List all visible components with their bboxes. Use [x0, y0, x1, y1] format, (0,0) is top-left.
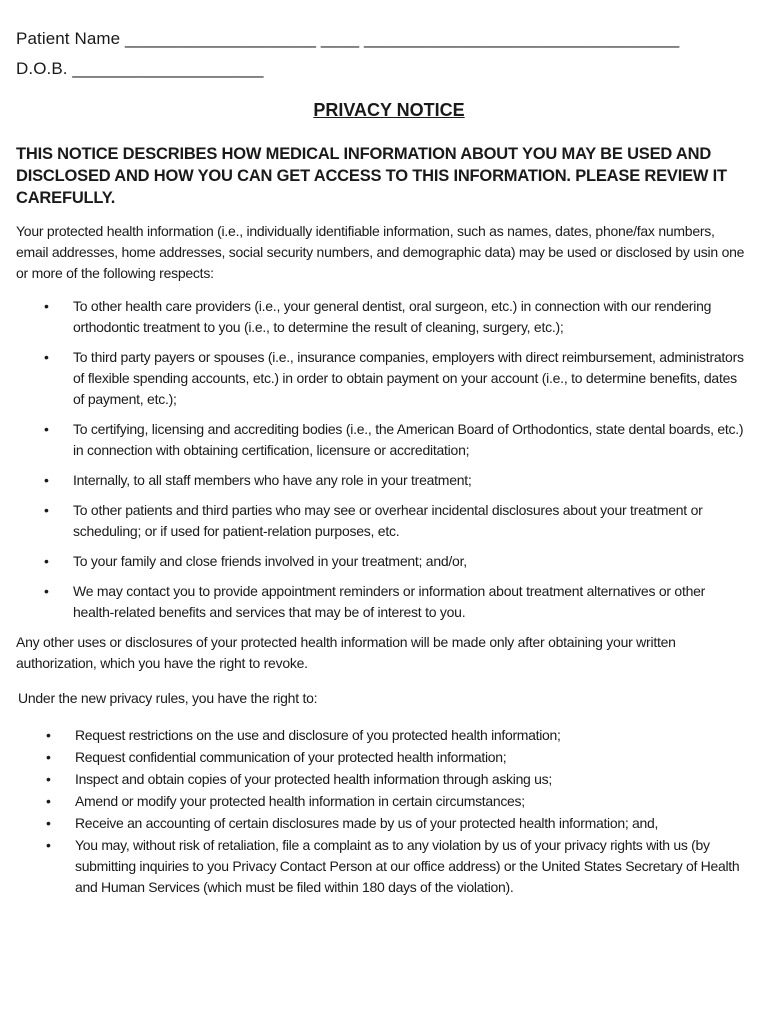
- list-item-text: Amend or modify your protected health information in certain circumstances;: [75, 793, 525, 809]
- list-item: [16, 791, 746, 812]
- rights-intro: Under the new privacy rules, you have the right to:: [18, 690, 318, 706]
- list-item-text: Receive an accounting of certain disclosures made by us of your protected health information; and,: [75, 815, 659, 831]
- list-item-text: To certifying, licensing and accrediting bodies (i.e., the American Board of Orthodontics, state dental boards, etc.) in connection with obtaining certification, licensure or accreditation;: [73, 421, 744, 458]
- list-item: [16, 347, 746, 410]
- list-item-text: Inspect and obtain copies of your protected health information through asking us;: [75, 771, 552, 787]
- disclosure-list: [16, 296, 746, 623]
- list-item-text: Request restrictions on the use and disclosure of you protected health information;: [75, 727, 561, 743]
- intro-paragraph: Your protected health information (i.e., individually identifiable information, such as names, dates, phone/fax numbers, email addresses, home addresses, social security numbers, and demographic data) may be used or disclosed by usin one or more of the following respects:: [16, 223, 745, 281]
- document-title: PRIVACY NOTICE: [313, 100, 465, 120]
- bullet-icon: •: [46, 749, 51, 765]
- bullet-icon: •: [44, 349, 49, 365]
- patient-name-line[interactable]: Patient Name ____________________ ____ _________________________________: [16, 29, 680, 48]
- list-item-text: You may, without risk of retaliation, file a complaint as to any violation by us of your privacy rights with us (by submitting inquiries to you Privacy Contact Person at our office address) or the United States Secretary of Health and Human Services (which must be filed within 180 days of the violation).: [75, 837, 740, 895]
- list-item: [16, 725, 746, 746]
- list-item-text: We may contact you to provide appointment reminders or information about treatment alternatives or other health-related benefits and services that may be of interest to you.: [73, 583, 706, 620]
- list-item: [16, 769, 746, 790]
- authorization-paragraph: Any other uses or disclosures of your protected health information will be made only after obtaining your written authorization, which you have the right to revoke.: [16, 634, 676, 671]
- bullet-icon: •: [44, 472, 49, 488]
- notice-heading: THIS NOTICE DESCRIBES HOW MEDICAL INFORMATION ABOUT YOU MAY BE USED AND DISCLOSED AND HOW YOU CAN GET ACCESS TO THIS INFORMATION. PLEASE REVIEW IT CAREFULLY.: [16, 145, 727, 207]
- list-item-text: To other patients and third parties who may see or overhear incidental disclosures about your treatment or scheduling; or if used for patient-relation purposes, etc.: [73, 502, 703, 539]
- bullet-icon: •: [44, 502, 49, 518]
- bullet-icon: •: [44, 298, 49, 314]
- bullet-icon: •: [46, 837, 51, 853]
- bullet-icon: •: [44, 421, 49, 437]
- bullet-icon: •: [46, 771, 51, 787]
- list-item: [16, 747, 746, 768]
- list-item-text: To third party payers or spouses (i.e., insurance companies, employers with direct reimbursement, administrators of flexible spending accounts, etc.) in order to obtain payment on your account (i.e., to determine benefits, dates of payment, etc.);: [73, 349, 744, 407]
- bullet-icon: •: [44, 553, 49, 569]
- bullet-icon: •: [46, 727, 51, 743]
- list-item: [16, 813, 746, 834]
- list-item: [16, 500, 746, 542]
- list-item: [16, 581, 746, 623]
- list-item-text: Internally, to all staff members who have any role in your treatment;: [73, 472, 472, 488]
- dob-line[interactable]: D.O.B. ____________________: [16, 59, 264, 78]
- list-item: [16, 419, 746, 461]
- rights-list: [16, 725, 746, 898]
- list-item-text: To other health care providers (i.e., your general dentist, oral surgeon, etc.) in connection with our rendering orthodontic treatment to you (i.e., to determine the result of cleaning, surgery, etc.);: [73, 298, 712, 335]
- list-item: [16, 835, 746, 898]
- privacy-notice-document: [16, 26, 746, 899]
- bullet-icon: •: [44, 583, 49, 599]
- bullet-icon: •: [46, 793, 51, 809]
- list-item-text: To your family and close friends involved in your treatment; and/or,: [73, 553, 467, 569]
- list-item: [16, 296, 746, 338]
- list-item-text: Request confidential communication of your protected health information;: [75, 749, 507, 765]
- list-item: [16, 470, 746, 491]
- bullet-icon: •: [46, 815, 51, 831]
- list-item: [16, 551, 746, 572]
